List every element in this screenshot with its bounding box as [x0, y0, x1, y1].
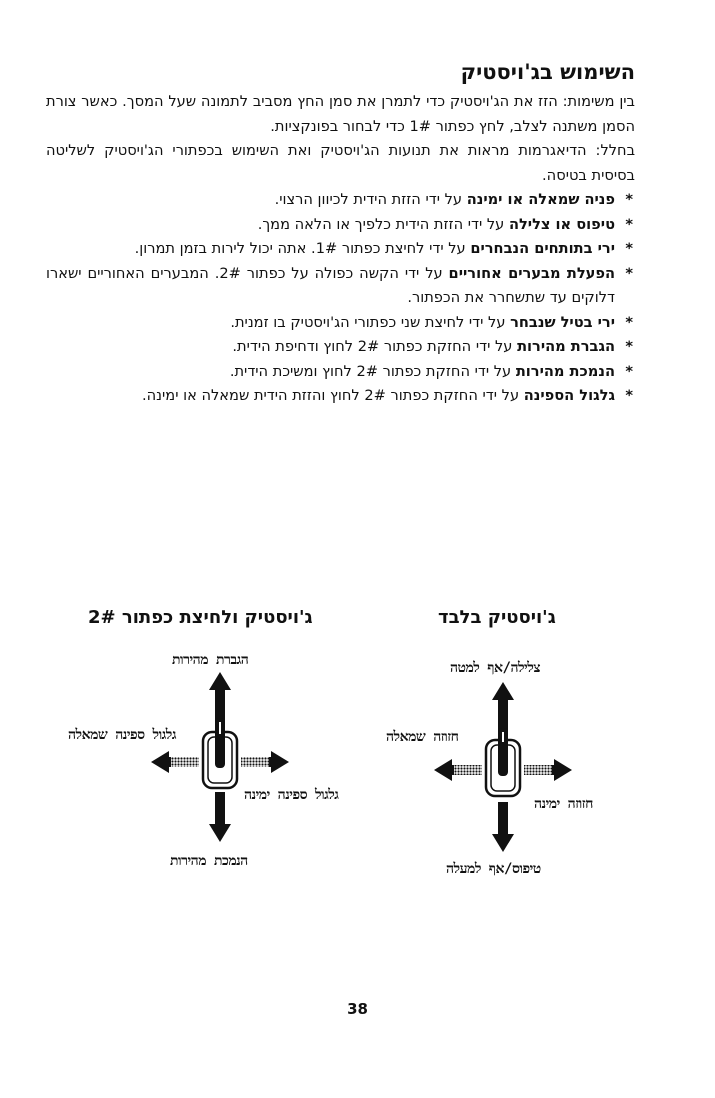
list-item-text: על ידי הזזת הידית כלפיך או הלאה ממך.	[257, 215, 509, 233]
list-item-text: על ידי לחיצת כפתור 1#. אתה יכול לירות בזמן תמרון.	[134, 240, 471, 257]
diagram-left-up-label: הגברת מהירות	[172, 652, 249, 668]
bullet-star-icon: *	[625, 387, 633, 404]
list-item-bold: הפעלת מבערים אחוריים	[448, 264, 615, 282]
list-item-text: על ידי הזזת הידית לכיוון הרצוי.	[274, 191, 467, 208]
list-item-text: על ידי החזקת כפתור 2# לחוץ ומשיכת הידית.	[229, 362, 516, 380]
diagram-right-up-label: צלילה/אף למטה	[450, 660, 541, 676]
diagram-right-down-label: טיפוס/אף למעלה	[446, 861, 541, 877]
list-item-bold: הנמכת מהירות	[515, 362, 615, 380]
list-item	[46, 237, 635, 262]
bullet-star-icon: *	[625, 240, 633, 257]
list-item	[46, 262, 635, 311]
list-item	[46, 360, 635, 385]
page-number: 38	[347, 1000, 368, 1018]
list-item-bold: ירי בתותחים הנבחרים	[470, 240, 615, 257]
diagram-left-down-label: הנמכת מהירות	[170, 853, 248, 869]
bullet-star-icon: *	[625, 362, 633, 380]
diagram-left-left-label: גלגול ספינה שמאלה	[68, 727, 176, 743]
list-item-bold: גלגול הספינה	[523, 387, 615, 404]
page-title: השימוש בג'ויסטיק	[460, 60, 635, 84]
bullet-star-icon: *	[625, 215, 633, 233]
list-item	[46, 384, 635, 409]
list-item-text: על ידי החזקת כפתור 2# לחוץ ודחיפת הידית.	[232, 338, 518, 355]
list-item-text: על ידי לחיצת שני כפתורי הג'ויסטיק בו זמנית.	[230, 313, 511, 331]
bullet-star-icon: *	[625, 313, 633, 331]
diagram-right-left-label: חזוזה שמאלה	[386, 729, 459, 745]
list-item	[46, 311, 635, 336]
diagram-left-title: ג'ויסטיק ולחיצת כפתור 2#	[88, 607, 313, 628]
in-space-paragraph: בחלל: הדיאגרמות מראות את תנועות הג'ויסטיק ואת השימוש בכפתורי הג'ויסטיק לשליטה בסיסית בטיסה.	[46, 142, 635, 184]
diagram-left-right-label: גלגול ספינה ימינה	[244, 787, 339, 803]
list-item-text: על ידי החזקת כפתור 2# לחוץ והזזת הידית שמאלה או ימינה.	[142, 387, 524, 404]
list-item-bold: פניה שמאלה או ימינה	[466, 191, 615, 208]
list-item-bold: ירי בטיל שנבחר	[510, 313, 615, 331]
between-missions-paragraph: בין משימות: הזז את הג'ויסטיק כדי לתמרן את סמן החץ מסביב לתמונה שעל המסך. כאשר צורת הסמן משתנה לצלב, לחץ כפתור 1# כדי לבחור בפונקציות.	[46, 93, 635, 135]
diagram-right-right-label: חזוזה ימינה	[534, 796, 593, 812]
joystick-left-icon	[147, 670, 293, 846]
instructions-text	[46, 90, 635, 409]
list-item-bold: טיפוס או צלילה	[508, 215, 615, 233]
bullet-star-icon: *	[625, 264, 633, 282]
controls-list	[46, 188, 635, 409]
list-item-text: על ידי הקשה כפולה על כפתור 2#. המבערים האחוריים ישארו דלוקים עד שתשחרר את הכפתור.	[46, 264, 615, 306]
bullet-star-icon: *	[625, 191, 633, 208]
list-item-bold: הגברת מהירות	[517, 338, 615, 355]
list-item	[46, 335, 635, 360]
diagram-right-title: ג'ויסטיק בלבד	[438, 607, 556, 628]
bullet-star-icon: *	[625, 338, 633, 355]
list-item	[46, 188, 635, 213]
list-item	[46, 213, 635, 238]
joystick-right-icon	[430, 680, 576, 856]
